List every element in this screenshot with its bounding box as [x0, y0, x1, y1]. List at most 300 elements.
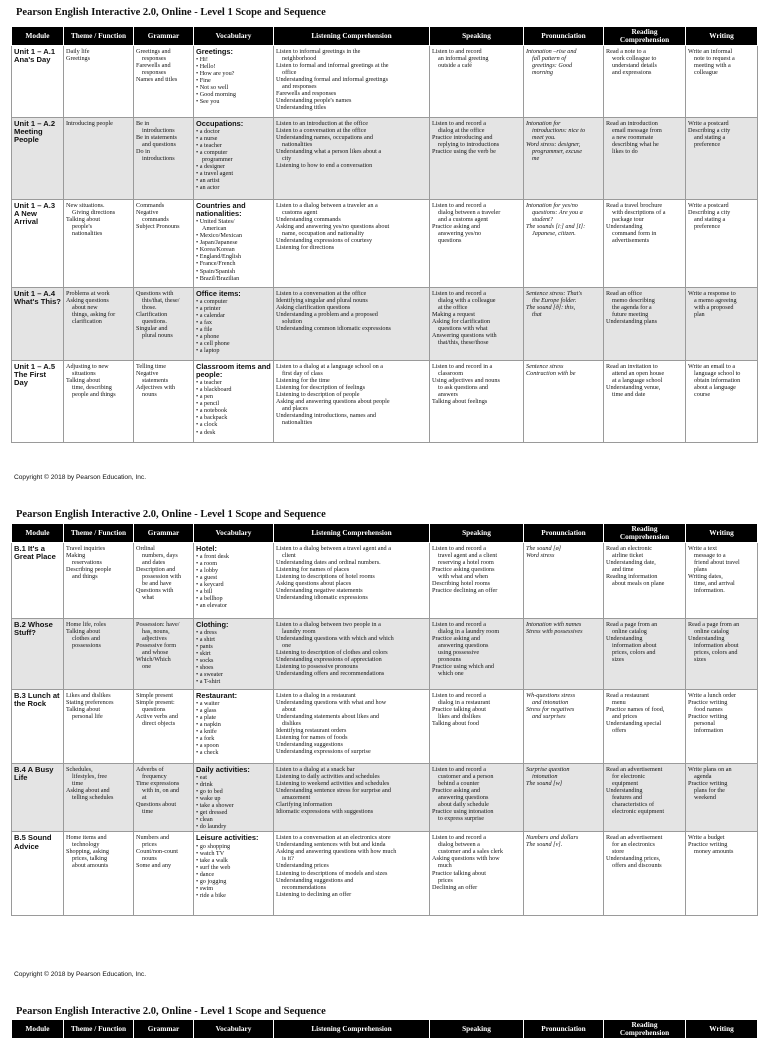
cell-line: Practice introducing and: [432, 133, 493, 141]
cell-line: Write plans on an: [688, 765, 732, 773]
cell-line: and dates: [142, 558, 166, 566]
column-header-writing: Writing: [686, 524, 758, 543]
cell-line: first day of class: [282, 369, 323, 377]
table-row: [12, 199, 758, 287]
cell-line: Listen to a conversation at the office: [276, 289, 367, 297]
cell-line: Understanding: [606, 222, 643, 230]
cell-line: New situations.: [66, 201, 105, 209]
cell-line: Subject Pronouns: [136, 222, 180, 230]
grammar-cell: [134, 618, 194, 689]
cell-line: and stating a: [694, 133, 726, 141]
cell-line: possession with: [142, 572, 182, 580]
pronunciation-cell: [524, 618, 604, 689]
speaking-cell: [430, 287, 524, 360]
cell-line: Listen to a conversation at the office: [276, 126, 367, 134]
cell-line: • take a walk: [196, 856, 228, 864]
cell-line: Clarifying information: [276, 800, 333, 808]
cell-line: Asking and answering questions with how much: [276, 848, 397, 856]
cell-line: online catalog: [612, 627, 647, 635]
cell-line: • a check: [196, 749, 219, 757]
cell-line: Describing a city: [688, 208, 731, 216]
cell-line: and whose: [142, 648, 169, 656]
cell-line: Telling time: [136, 362, 166, 370]
cell-line: • dance: [196, 870, 215, 878]
cell-line: • a phone: [196, 333, 220, 341]
cell-line: at: [142, 793, 147, 801]
cell-line: nouns: [142, 855, 157, 863]
reading-cell: [604, 45, 686, 117]
cell-line: Singular and: [136, 324, 168, 332]
module-name: Unit 1 – A.5 The First Day: [14, 361, 56, 388]
cell-line: Read a page from an: [606, 620, 658, 628]
cell-line: Practice writing: [688, 841, 728, 849]
cell-line: preference: [694, 140, 721, 148]
column-header-listening: Listening Comprehension: [274, 27, 430, 46]
cell-line: Listening to possessive pronouns: [276, 662, 358, 670]
cell-line: Understanding offers and recommendations: [276, 669, 385, 677]
cell-line: Listening to weekend activities and schedules: [276, 779, 390, 787]
cell-line: Listen to and record: [432, 47, 482, 55]
cell-line: plans for the: [694, 786, 725, 794]
cell-line: Which/Which: [136, 655, 171, 663]
speaking-cell: [430, 117, 524, 199]
pronunciation-cell: [524, 689, 604, 763]
cell-line: has, nouns,: [142, 627, 170, 635]
cell-line: • do laundry: [196, 823, 227, 831]
cell-line: prices, talking: [72, 855, 108, 863]
cell-line: introductions: nice to: [532, 126, 586, 134]
writing-cell: [686, 360, 758, 442]
vocabulary-cell: [194, 832, 274, 916]
cell-line: Understanding what a person likes about a: [276, 147, 382, 155]
vocabulary-heading: Classroom items and people:: [196, 361, 271, 379]
cell-line: Listen to and record a: [432, 834, 486, 842]
cell-line: • a teacher: [196, 379, 222, 387]
cell-line: electronic equipment: [612, 807, 665, 815]
cell-line: responses: [142, 68, 167, 76]
module-cell: [12, 360, 64, 442]
cell-line: Practice names of food,: [606, 705, 665, 713]
cell-line: Asking about and: [66, 786, 110, 794]
cell-line: • socks: [196, 657, 214, 665]
copyright-notice: Copyright © 2018 by Pearson Education, Inc.: [14, 474, 147, 481]
vocabulary-heading: Daily activities:: [196, 764, 250, 774]
cell-line: Count/non-count: [136, 848, 178, 856]
cell-line: client: [282, 551, 296, 559]
cell-line: • United States/: [196, 218, 235, 226]
cell-line: Listening for names of places: [276, 565, 350, 573]
cell-line: Understanding names, occupations and: [276, 133, 373, 141]
listening-cell: [274, 45, 430, 117]
pronunciation-cell: [524, 832, 604, 916]
cell-line: • Good morning: [196, 91, 236, 99]
cell-line: Read an introduction: [606, 119, 658, 127]
cell-line: • a file: [196, 326, 213, 334]
column-header-theme: Theme / Function: [64, 1020, 134, 1039]
cell-line: Understanding special: [606, 719, 662, 727]
writing-cell: [686, 618, 758, 689]
cell-line: • a computer: [196, 297, 228, 305]
cell-line: • Spain/Spanish: [196, 267, 236, 275]
cell-line: Asking questions: [66, 296, 109, 304]
listening-cell: [274, 763, 430, 832]
cell-line: Negative: [136, 208, 159, 216]
reading-cell: [604, 199, 686, 287]
cell-line: • How are you?: [196, 69, 235, 77]
grammar-cell: [134, 542, 194, 618]
cell-line: • France/French: [196, 260, 236, 268]
cell-line: people and things: [72, 390, 116, 398]
grammar-cell: [134, 360, 194, 442]
cell-line: time: [72, 779, 83, 787]
cell-line: responses: [142, 54, 167, 62]
speaking-cell: [430, 689, 524, 763]
cell-line: dialog between a: [438, 841, 480, 849]
cell-line: Understanding negative statements: [276, 586, 363, 594]
cell-line: which one: [438, 669, 464, 677]
cell-line: likes and dislikes: [438, 712, 481, 720]
cell-line: Describing a city: [688, 126, 731, 134]
cell-line: • a backpack: [196, 414, 228, 422]
cell-line: • a printer: [196, 304, 221, 312]
cell-line: • surf the web: [196, 863, 231, 871]
cell-line: The sound [ø]: [526, 544, 562, 552]
cell-line: • a fork: [196, 735, 215, 743]
cell-line: be and have: [142, 579, 172, 587]
cell-line: Be in statements: [136, 133, 177, 141]
cell-line: morning: [532, 68, 553, 76]
cell-line: • Mexico/Mexican: [196, 232, 242, 240]
cell-line: Listen to and record a: [432, 620, 486, 628]
cell-line: me: [532, 154, 540, 162]
cell-line: time and date: [612, 390, 646, 398]
cell-line: • a pencil: [196, 400, 220, 408]
cell-line: Wh-questions stress: [526, 691, 576, 699]
cell-line: Intonation for yes/no: [526, 201, 578, 209]
cell-line: • a notebook: [196, 407, 228, 415]
cell-line: and a customs agent: [438, 215, 489, 223]
cell-line: dialog in a restaurant: [438, 698, 491, 706]
cell-line: • go shopping: [196, 842, 231, 850]
cell-line: Listen to a dialog in a restaurant: [276, 691, 356, 699]
column-header-grammar: Grammar: [134, 1020, 194, 1039]
cell-line: Names and titles: [136, 75, 178, 83]
module-cell: [12, 117, 64, 199]
cell-line: laundry room: [282, 627, 316, 635]
cell-line: • go to bed: [196, 787, 223, 795]
cell-line: Listen to and record a: [432, 691, 486, 699]
cell-line: telling schedules: [72, 793, 114, 801]
cell-line: Surprise question: [526, 765, 570, 773]
cell-line: • a sweater: [196, 671, 223, 679]
cell-line: those.: [142, 303, 157, 311]
cell-line: American: [202, 225, 227, 233]
cell-line: Stating preferences: [66, 698, 114, 706]
cell-line: Write a budget: [688, 834, 725, 842]
table-row: [12, 542, 758, 618]
cell-line: • a desk: [196, 428, 216, 436]
cell-line: Understanding questions with which and which: [276, 634, 394, 642]
theme-cell: [64, 832, 134, 916]
writing-cell: [686, 117, 758, 199]
cell-line: Read a note to a: [606, 47, 646, 55]
document-title: Pearson English Interactive 2.0, Online - Level 1 Scope and Sequence: [16, 7, 326, 18]
cell-line: a memo agreeing: [694, 296, 737, 304]
reading-cell: [604, 832, 686, 916]
cell-line: and stating a: [694, 215, 726, 223]
cell-line: equipment: [612, 779, 639, 787]
cell-line: • watch TV: [196, 849, 225, 857]
column-header-module: Module: [12, 1020, 64, 1039]
vocabulary-heading: Occupations:: [196, 118, 244, 128]
theme-cell: [64, 45, 134, 117]
cell-line: Listen to and record a: [432, 765, 486, 773]
cell-line: for electronic: [612, 772, 646, 780]
cell-line: Practice writing: [688, 698, 728, 706]
cell-line: • Hello!: [196, 62, 216, 70]
vocabulary-heading: Countries and nationalities:: [196, 200, 246, 218]
cell-line: preference: [694, 222, 721, 230]
module-name: B.4 A Busy Life: [14, 764, 54, 782]
reading-cell: [604, 763, 686, 832]
cell-line: Listening to description of clothes and colors: [276, 648, 388, 656]
cell-line: Farewells and: [136, 61, 171, 69]
cell-line: Active verbs and: [136, 712, 178, 720]
listening-cell: [274, 689, 430, 763]
column-header-grammar: Grammar: [134, 524, 194, 543]
cell-line: • Brazil/Brazilian: [196, 274, 240, 282]
cell-line: • a keycard: [196, 581, 224, 589]
listening-cell: [274, 360, 430, 442]
cell-line: about daily schedule: [438, 800, 489, 808]
cell-line: name, occupation and nationality: [282, 229, 365, 237]
copyright-notice: Copyright © 2018 by Pearson Education, Inc.: [14, 971, 147, 978]
cell-line: Identifying singular and plural nouns: [276, 296, 368, 304]
module-cell: [12, 287, 64, 360]
cell-line: • clean: [196, 816, 213, 824]
cell-line: Questions with: [136, 586, 174, 594]
cell-line: offers and discounts: [612, 862, 662, 870]
cell-line: Describing hotel rooms: [432, 579, 491, 587]
cell-line: behind a counter: [438, 779, 480, 787]
cell-line: Write a lunch order: [688, 691, 737, 699]
cell-line: meeting with a: [694, 61, 731, 69]
cell-line: Understanding formal and informal greetings: [276, 75, 389, 83]
cell-line: an informal greeting: [438, 54, 489, 62]
module-cell: [12, 618, 64, 689]
cell-line: Understanding: [606, 786, 643, 794]
cell-line: greetings: Good: [532, 61, 573, 69]
cell-line: about amounts: [72, 862, 109, 870]
cell-line: Possession: have/: [136, 620, 180, 628]
cell-line: Introducing people: [66, 119, 113, 127]
cell-line: classroom: [438, 369, 464, 377]
module-name: Unit 1 – A.3 A New Arrival: [14, 200, 56, 227]
cell-line: customer and a sales clerk: [438, 848, 503, 856]
cell-line: dialog in a laundry room: [438, 627, 500, 635]
theme-cell: [64, 542, 134, 618]
cell-line: Understanding idiomatic expressions: [276, 593, 368, 601]
cell-line: and surprises: [532, 712, 566, 720]
cell-line: Intonation with names: [526, 620, 582, 628]
cell-line: • a lobby: [196, 566, 219, 574]
cell-line: Listening to descriptions of models and sizes: [276, 869, 388, 877]
listening-cell: [274, 287, 430, 360]
cell-line: prices, colors and: [694, 648, 738, 656]
cell-line: • shoes: [196, 664, 214, 672]
cell-line: The sounds [iː] and [I]:: [526, 222, 586, 230]
header-row: [12, 524, 758, 543]
cell-line: • wake up: [196, 795, 221, 803]
cell-line: Commands: [136, 201, 165, 209]
cell-line: nationalities: [282, 418, 313, 426]
cell-line: with a proposed: [694, 303, 734, 311]
cell-line: • pants: [196, 642, 213, 650]
module-name: Unit 1 – A.4 What's This?: [14, 288, 61, 306]
cell-line: Understanding suggestions: [276, 740, 343, 748]
cell-line: time, and arrival: [694, 579, 735, 587]
cell-line: Be in: [136, 119, 150, 127]
cell-line: Read a restaurant: [606, 691, 649, 699]
cell-line: Practice asking and: [432, 634, 481, 642]
cell-line: course: [694, 390, 711, 398]
cell-line: • a T-shirt: [196, 678, 221, 686]
cell-line: intonation: [532, 772, 558, 780]
pronunciation-cell: [524, 199, 604, 287]
table-row: [12, 287, 758, 360]
cell-line: • an artist: [196, 177, 220, 185]
cell-line: Likes and dislikes: [66, 691, 111, 699]
cell-line: • a clock: [196, 421, 218, 429]
cell-line: • a napkin: [196, 721, 221, 729]
cell-line: • a knife: [196, 728, 217, 736]
cell-line: dialog at the office: [438, 126, 485, 134]
column-header-pronunciation: Pronunciation: [524, 524, 604, 543]
pronunciation-cell: [524, 542, 604, 618]
cell-line: Write an email to a: [688, 362, 736, 370]
cell-line: Listen to a dialog between a travel agent and a: [276, 544, 391, 552]
module-cell: [12, 45, 64, 117]
cell-line: menu: [612, 698, 626, 706]
cell-line: Answering questions with: [432, 331, 497, 339]
cell-line: Listen to a conversation at an electronics store: [276, 834, 391, 842]
cell-line: • a shirt: [196, 635, 216, 643]
cell-line: • an actor: [196, 184, 220, 192]
column-header-reading: Reading Comprehension: [604, 27, 686, 46]
pronunciation-cell: [524, 360, 604, 442]
listening-cell: [274, 832, 430, 916]
cell-line: direct objects: [142, 719, 176, 727]
cell-line: Intonation for: [526, 119, 561, 127]
reading-cell: [604, 689, 686, 763]
header-row: [12, 27, 758, 46]
cell-line: • a bill: [196, 588, 213, 596]
cell-line: Practice writing: [688, 712, 728, 720]
cell-line: note to request a: [694, 54, 735, 62]
cell-line: clothes and: [72, 634, 101, 642]
speaking-cell: [430, 763, 524, 832]
cell-line: Talking about: [66, 376, 101, 384]
cell-line: possessions: [72, 641, 101, 649]
cell-line: Intonation –rise and: [526, 47, 577, 55]
cell-line: plan: [694, 310, 705, 318]
cell-line: nationalities: [282, 140, 313, 148]
cell-line: • a designer: [196, 163, 225, 171]
cell-line: Understanding a problem and a proposed: [276, 310, 378, 318]
cell-line: Listening to daily activities and schedules: [276, 772, 380, 780]
cell-line: solution: [282, 317, 302, 325]
theme-cell: [64, 287, 134, 360]
column-header-module: Module: [12, 524, 64, 543]
column-header-speaking: Speaking: [430, 524, 524, 543]
cell-line: Read an advertisement: [606, 765, 663, 773]
cell-line: • a teacher: [196, 141, 222, 149]
cell-line: Listen to a dialog between a traveler an a: [276, 201, 378, 209]
cell-line: Idiomatic expressions with suggestions: [276, 807, 374, 815]
cell-line: Adjusting to new: [66, 362, 109, 370]
theme-cell: [64, 763, 134, 832]
cell-line: Contraction with be: [526, 369, 576, 377]
cell-line: Listen to and record a: [432, 544, 486, 552]
cell-line: Listening to declining an offer: [276, 890, 352, 898]
cell-line: prices, colors and: [612, 648, 656, 656]
column-header-writing: Writing: [686, 1020, 758, 1039]
speaking-cell: [430, 199, 524, 287]
cell-line: Listen to and record a: [432, 119, 486, 127]
cell-line: Home life, roles: [66, 620, 107, 628]
cell-line: prices: [142, 841, 157, 849]
cell-line: Understanding introductions, names and: [276, 411, 377, 419]
cell-line: online catalog: [694, 627, 729, 635]
cell-line: • a waiter: [196, 699, 220, 707]
vocabulary-heading: Office items:: [196, 288, 241, 298]
cell-line: Understanding sentence stress for surprise and: [276, 786, 391, 794]
table-row: [12, 763, 758, 832]
cell-line: Listening for description of feelings: [276, 383, 366, 391]
cell-line: • a nurse: [196, 134, 218, 142]
cell-line: Understanding common idiomatic expressions: [276, 324, 391, 332]
column-header-pronunciation: Pronunciation: [524, 27, 604, 46]
cell-line: Some and any: [136, 862, 172, 870]
cell-line: Understanding suggestions and: [276, 876, 354, 884]
cell-line: Greetings and: [136, 47, 171, 55]
cell-line: advertisements: [612, 236, 650, 244]
vocabulary-cell: [194, 199, 274, 287]
cell-line: Read a travel brochure: [606, 201, 663, 209]
cell-line: • a laptop: [196, 347, 220, 355]
cell-line: to express surprise: [438, 814, 485, 822]
cell-line: Travel inquiries: [66, 544, 106, 552]
cell-line: Listening for directions: [276, 243, 335, 251]
cell-line: reserving a hotel room: [438, 558, 494, 566]
cell-line: Asking clarification questions: [276, 303, 351, 311]
reading-cell: [604, 618, 686, 689]
cell-line: • take a shower: [196, 802, 234, 810]
cell-line: technology: [72, 841, 100, 849]
cell-line: offers: [612, 726, 627, 734]
vocabulary-cell: [194, 542, 274, 618]
writing-cell: [686, 45, 758, 117]
column-header-pronunciation: Pronunciation: [524, 1020, 604, 1039]
column-header-vocab: Vocabulary: [194, 1020, 274, 1039]
cell-line: Shopping, asking: [66, 848, 109, 856]
cell-line: features and: [612, 793, 643, 801]
cell-line: one: [282, 641, 291, 649]
module-name: B.2 Whose Stuff?: [14, 619, 53, 637]
cell-line: Numbers and: [136, 834, 170, 842]
cell-line: • a spoon: [196, 742, 219, 750]
cell-line: what: [142, 593, 155, 601]
